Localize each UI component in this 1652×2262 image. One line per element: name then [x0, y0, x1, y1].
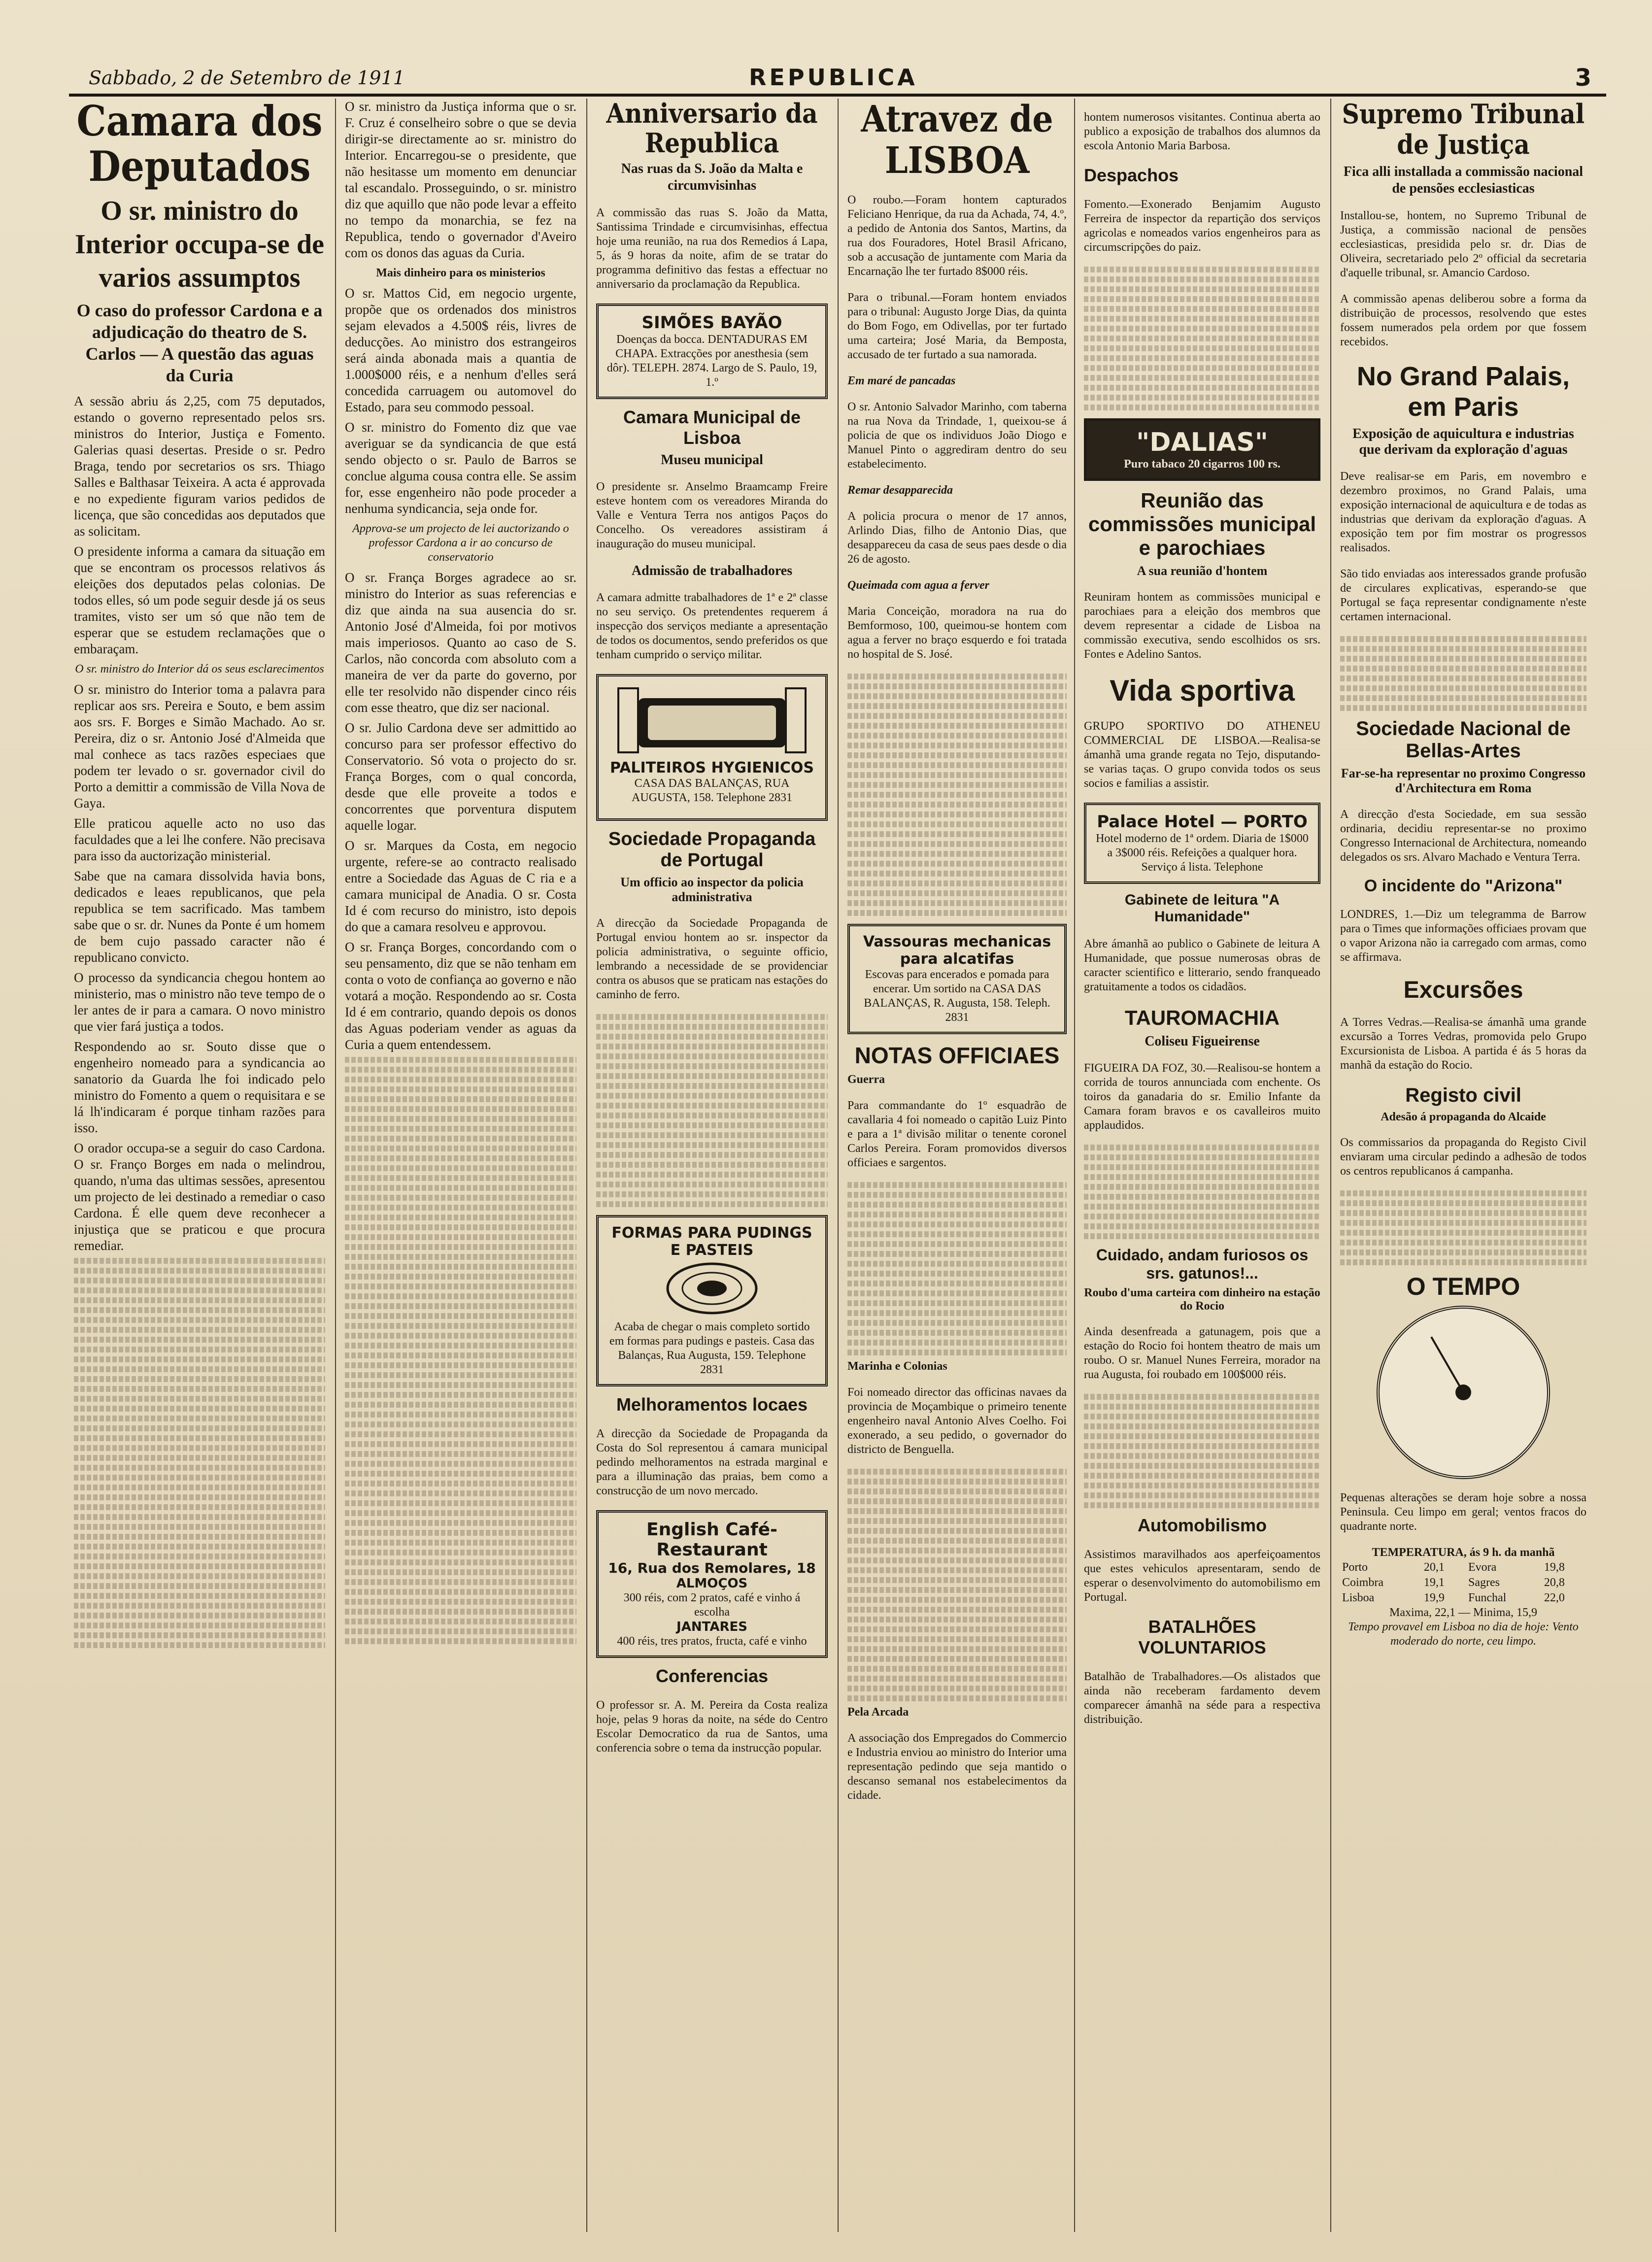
- article-subhead: Fica alli installada a commissão nacional de pensões ecclesiasticas: [1343, 164, 1584, 196]
- section-subtitle: Approva-se um projecto de lei auctorizando o professor Cardona a ir ao concurso de conservatorio: [352, 522, 569, 564]
- paragraph: O sr. ministro do Fomento diz que vae averiguar se da syndicancia de que está sendo objecto o sr. Paulo de Barros se conclue alguma cousa contra elle. Se assim for, esse engenheiro não pode proceder a nenhuma syndicancia, seja onde for.: [345, 420, 576, 516]
- paragraph: A direcção da Sociedade Propaganda de Portugal enviou hontem ao sr. inspector da policia administrativa, o seguinte officio, lembrando a necessidade de se providenciar contra os abusos que se praticam nas estações do caminho de ferro.: [596, 917, 828, 1001]
- barometer-dial: [1377, 1306, 1550, 1479]
- page-number: 3: [1575, 64, 1591, 92]
- paragraph: A commissão das ruas S. João da Matta, Santissima Trindade e circumvisinhas, effectua hoje uma reunião, na rua dos Remedios á Lapa, 5, ás 9 horas da noite, afim de se tratar do programma definitivo das festas a effectuar no anniversario da proclamação da Republica.: [596, 206, 828, 291]
- paragraph: O sr. França Borges, concordando com o seu pensamento, diz que se não tenham em conta o voto de confiança ao governo e não votará a moção. Respondendo ao sr. Costa Id é em contrario, quando depois os donos das Aguas poderiam vender as aguas da Curia a quem entendessem.: [345, 940, 576, 1052]
- paragraph: GRUPO SPORTIVO DO ATHENEU COMMERCIAL DE LISBOA.—Realisa-se ámanhã uma grande regata no Tejo, disputando-se varias taças. O grupo convida todos os seus socios e familias a assistir.: [1084, 720, 1320, 790]
- section-subtitle: O sr. ministro do Interior dá os seus esclarecimentos: [75, 663, 324, 675]
- table-cell: 20,8: [1544, 1576, 1565, 1589]
- issue-date: Sabbado, 2 de Setembro de 1911: [89, 67, 405, 89]
- column-4: [847, 99, 1067, 2247]
- paragraph: Reuniram hontem as commissões municipal e parochiaes para a eleição dos membros que devem representar a cidade de Lisboa na commissão executiva, sendo escolhidos os srs. Fontes e Adelino Santos.: [1084, 591, 1320, 661]
- paragraph: Respondendo ao sr. Souto disse que o engenheiro nomeado para a syndicancia ao sanatorio da Guarda lhe foi indicado pelo ministro do Fomento a quem o requisitara e se lá lh'indicaram é porque tinham razões para isso.: [74, 1039, 325, 1135]
- section-heading: Camara Municipal de Lisboa: [623, 407, 801, 448]
- advertisement: [596, 674, 828, 821]
- table-row: [1340, 1560, 1586, 1575]
- column-5: [1084, 99, 1320, 2247]
- ad-title: FORMAS PARA PUDINGS E PASTEIS: [611, 1224, 812, 1259]
- ad-body: Acaba de chegar o mais completo sortido em formas para pudings e pasteis. Casa das Balanças, Rua Augusta, 159. Telephone 2831: [609, 1320, 814, 1376]
- ad-body: Doenças da bocca. DENTADURAS EM CHAPA. Extracções por anesthesia (sem dôr). TELEPH. 2874. Largo de S. Paulo, 19, 1.º: [607, 333, 817, 389]
- section-heading: Conferencias: [655, 1666, 769, 1686]
- section-heading: Reunião das commissões municipal e parochiaes: [1088, 489, 1316, 559]
- baking-mould-illustration: [663, 1259, 761, 1318]
- section-heading: Melhoramentos locaes: [616, 1394, 808, 1415]
- paragraph: O presidente sr. Anselmo Braamcamp Freire esteve hontem com os vereadores Miranda do Valle e Ventura Terra nos antigos Paços do Concelho. Os vereadores assistiram á inauguração do museu municipal.: [596, 480, 828, 550]
- section-subheading: Coliseu Figueirense: [1145, 1034, 1260, 1049]
- item-title: Em maré de pancadas: [847, 374, 956, 387]
- body-text-filler: [74, 1258, 325, 1648]
- article-deck: O caso do professor Cardona e a adjudicação do theatro de S. Carlos — A questão das aguas da Curia: [76, 301, 323, 385]
- max-min-temperature: Maxima, 22,1 — Minima, 15,9: [1389, 1606, 1537, 1619]
- body-text-filler: [1084, 267, 1320, 410]
- article-subhead: O sr. ministro do Interior occupa-se de varios assumptos: [75, 196, 324, 293]
- table-cell: 22,0: [1544, 1591, 1565, 1604]
- article-headline: Atravez de LISBOA: [861, 99, 1053, 182]
- forecast: Tempo provavel em Lisboa no dia de hoje: Vento moderado do norte, ceu limpo.: [1348, 1621, 1579, 1648]
- section-heading: Excursões: [1403, 977, 1523, 1003]
- body-text-filler: [1340, 1190, 1586, 1265]
- table-cell: Evora: [1468, 1561, 1497, 1574]
- paragraph: Para commandante do 1º esquadrão de cavallaria 4 foi nomeado o capitão Luiz Pinto e para a 1ª divisão militar o tenente coronel Carlos Pereira. Foram promovidos diversos officiaes e sargentos.: [847, 1099, 1067, 1169]
- paragraph: O processo da syndicancia chegou hontem ao ministerio, mas o ministro não teve tempo de o ler antes de ir para a camara. O novo ministro que vier fará justiça a todos.: [74, 970, 325, 1034]
- body-text-filler: [847, 1469, 1067, 1701]
- paragraph: Pequenas alterações se deram hoje sobre a nossa Peninsula. Ceu limpo em geral; ventos fracos do quadrante norte.: [1340, 1491, 1586, 1533]
- section-subheading: Um officio ao inspector da policia administrativa: [620, 875, 804, 904]
- paragraph: Fomento.—Exonerado Benjamim Augusto Ferreira de inspector da repartição dos serviços agricolas e nomeados varios engenheiros para as circumscripções do paiz.: [1084, 198, 1320, 254]
- ad-title: Vassouras mechanicas para alcatifas: [863, 933, 1051, 968]
- paragraph: O sr. Julio Cardona deve ser admittido ao concurso para ser professor effectivo do Conservatorio. Só vota o projecto do sr. França Borges, com o qual concorda, desde que elle proveite a todos e concorrentes que porventura disputem aquelle logar.: [345, 720, 576, 833]
- toothpick-holder-illustration: [608, 683, 815, 757]
- section-heading: No Grand Palais, em Paris: [1356, 362, 1570, 422]
- paragraph: Os commissarios da propaganda do Registo Civil enviaram uma circular pedindo a adhesão de todos os centros republicanos á campanha.: [1340, 1136, 1586, 1178]
- section-subheading: Adesão á propaganda do Alcaide: [1381, 1111, 1546, 1123]
- section-heading: O TEMPO: [1406, 1273, 1520, 1300]
- section-heading: Automobilismo: [1138, 1515, 1267, 1535]
- temperature-table: [1340, 1560, 1586, 1606]
- table-cell: 19,1: [1423, 1576, 1445, 1589]
- table-cell: Sagres: [1468, 1576, 1500, 1589]
- table-cell: Coimbra: [1342, 1576, 1383, 1589]
- paragraph: O sr. ministro da Justiça informa que o sr. F. Cruz é conselheiro sobre o que se devia dirigir-se directamente ao sr. ministro do Interior. Encarregou-se o presidente, que não hesitasse um momento em denunciar tal escandalo. Prosseguindo, o sr. ministro diz que aquillo que não pode levar a effeito no tempo da monarchia, se fez na Republica, tendo o governador d'Aveiro com os donos das aguas da Curia.: [345, 99, 576, 260]
- table-row: [1340, 1590, 1586, 1606]
- section-heading: Vida sportiva: [1110, 674, 1295, 707]
- paragraph: hontem numerosos visitantes. Continua aberta ao publico a exposição de trabalhos dos alumnos da escola Antonio Maria Barbosa.: [1084, 111, 1320, 152]
- ad-lunch-price: 300 réis, com 2 pratos, café e vinho á escolha: [623, 1591, 801, 1619]
- article-headline: Camara dos Deputados: [76, 99, 323, 191]
- ad-body: Puro tabaco 20 cigarros 100 rs.: [1124, 458, 1281, 471]
- item-title: Queimada com agua a ferver: [847, 579, 989, 592]
- section-subheading: Guerra: [847, 1073, 885, 1086]
- column-6: [1340, 99, 1586, 2247]
- advertisement: [596, 1215, 828, 1386]
- ad-dinner: JANTARES: [676, 1620, 747, 1634]
- section-heading: Registo civil: [1405, 1084, 1521, 1106]
- ad-title: "DALIAS": [1136, 428, 1268, 457]
- paragraph: O sr. Antonio Salvador Marinho, com taberna na rua Nova da Trindade, 1, queixou-se á policia de que os individuos João Diogo e Manuel Pinto o aggrediram dentro do seu estabelecimento.: [847, 401, 1067, 471]
- ad-address: 16, Rua dos Remolares, 18: [608, 1560, 816, 1576]
- section-subheading: Admissão de trabalhadores: [631, 563, 793, 578]
- advertisement: [596, 304, 828, 399]
- column-rule: [1074, 99, 1075, 2232]
- table-cell: Lisboa: [1342, 1591, 1375, 1604]
- ad-title: SIMÕES BAYÃO: [641, 313, 782, 333]
- paragraph: O presidente informa a camara da situação em que se encontram os processos relativos ás eleições dos deputados pelas colonias. De todos elles, só um pode seguir desde já os seus tramites, visto ser um só que não tem de esperar que se estudem reclamações que o embaraçam.: [74, 544, 325, 656]
- item-title: Remar desapparecida: [847, 484, 953, 497]
- body-text-filler: [847, 674, 1067, 916]
- section-heading: O incidente do "Arizona": [1364, 877, 1563, 895]
- article-headline: Supremo Tribunal de Justiça: [1342, 99, 1585, 160]
- paragraph: O sr. Mattos Cid, em negocio urgente, propõe que os ordenados dos ministros sejam elevados a 4.500$ réis, livres de deducções. Ao ministro dos estrangeiros será ainda abonada mais a quantia de 1.000$000 réis, e a nenhum d'elles será concedida carruagem ou automovel do Estado, para seu commodo pessoal.: [345, 286, 576, 414]
- ad-dinner-price: 400 réis, tres pratos, fructa, café e vinho: [617, 1635, 807, 1648]
- paragraph: A Torres Vedras.—Realisa-se ámanhã uma grande excursão a Torres Vedras, promovida pelo Grupo Excursionista de Lisboa. A partida é ás 5 horas da manhã da estação do Rocio.: [1340, 1016, 1586, 1072]
- section-heading: Despachos: [1084, 165, 1179, 185]
- paragraph: Installou-se, hontem, no Supremo Tribunal de Justiça, a commissão nacional de pensões ecclesiasticas, presidida pelo sr. dr. Dias de Oliveira, secretariado pelo 2º official da secretaria d'aquelle tribunal, sr. Amancio Cardoso.: [1340, 209, 1586, 279]
- table-cell: Funchal: [1468, 1591, 1507, 1604]
- body-text-filler: [596, 1014, 828, 1207]
- table-cell: 19,8: [1544, 1561, 1565, 1574]
- table-cell: 20,1: [1423, 1561, 1445, 1574]
- body-text-filler: [345, 1057, 576, 1644]
- paragraph: Abre ámanhã ao publico o Gabinete de leitura A Humanidade, que possue numerosas obras de caracter scientifico e litterario, sendo franqueado gratuitamente a todos os cidadãos.: [1084, 938, 1320, 993]
- barometer-hub: [1455, 1384, 1471, 1400]
- section-subheading: Roubo d'uma carteira com dinheiro na estação do Rocio: [1084, 1286, 1320, 1313]
- paragraph: A policia procura o menor de 17 annos, Arlindo Dias, filho de Antonio Dias, que desappareceu da casa de seus paes desde o dia 26 de agosto.: [847, 510, 1067, 566]
- ad-title: English Café-Restaurant: [646, 1519, 777, 1560]
- section-subtitle: Mais dinheiro para os ministerios: [376, 267, 545, 279]
- advertisement: [596, 1510, 828, 1658]
- ad-title: Palace Hotel — PORTO: [1097, 812, 1308, 832]
- column-1: [74, 99, 325, 2247]
- paragraph: A camara admitte trabalhadores de 1ª e 2ª classe no seu serviço. Os pretendentes requerem á inspecção dos serviços mediante a apresentação de todos os documentos, sendo preferidos os que tenham cumprido o serviço militar.: [596, 591, 828, 661]
- advertisement: [1084, 418, 1320, 481]
- newspaper-title: REPUBLICA: [749, 64, 918, 91]
- paragraph: A direcção d'esta Sociedade, em sua sessão ordinaria, decidiu representar-se no proximo Congresso Internacional de Architectura, nomeando delegados os srs. Alvaro Machado e Ventura Terra.: [1340, 808, 1586, 864]
- paragraph: São tido enviadas aos interessados grande profusão de circulares explicativas, esperando-se que Portugal se faça representar condignamente n'este certamen internacional.: [1340, 568, 1586, 623]
- ad-lunch: ALMOÇOS: [676, 1576, 748, 1591]
- paragraph: O sr. ministro do Interior toma a palavra para replicar aos srs. Pereira e Souto, e bem assim aos srs. F. Borges e Simão Machado. Ao sr. Pereira, diz o sr. Antonio José d'Almeida que mal conhece as tacs razões especiaes que podem ter levado o sr. governador civil do Porto a demittir a commissão de Villa Nova de Gaya.: [74, 682, 325, 810]
- paragraph: A sessão abriu ás 2,25, com 75 deputados, estando o governo representado pelos srs. ministros do Interior, Justiça e Fomento. Galerias quasi desertas. Preside o sr. Pedro Braga, tendo por secretarios os srs. Thiago Salles e Balthasar Teixeira. A acta é approvada e no expediente figuram varios pedidos de licença, que são concedidas aos deputados que as solicitam.: [74, 394, 325, 539]
- article-headline: Anniversario da Republica: [606, 99, 818, 159]
- paragraph: O sr. França Borges agradece ao sr. ministro do Interior as suas referencias e diz que ainda na sua ausencia do sr. Antonio José d'Almeida, foi por motivos mais imperiosos. Quanto ao caso de S. Carlos, não concorda com absoluto com a maneira de ver da parte do governo, por elle ter resolvido não dispender cinco réis com esse theatro, que diz ser nacional.: [345, 570, 576, 715]
- section-heading: Sociedade Propaganda de Portugal: [608, 829, 816, 871]
- paragraph: A direcção da Sociedade de Propaganda da Costa do Sol representou á camara municipal pedindo melhoramentos na estrada marginal e para a illuminação das praias, bem como a construcção de um novo mercado.: [596, 1427, 828, 1497]
- ad-body: CASA DAS BALANÇAS, RUA AUGUSTA, 158. Telephone 2831: [632, 777, 792, 804]
- paragraph: Elle praticou aquelle acto no uso das faculdades que a lei lhe confere. Não precisava para isso da auctorização ministerial.: [74, 816, 325, 863]
- body-text-filler: [1340, 636, 1586, 711]
- column-rule: [586, 99, 587, 2232]
- paragraph: A associação dos Empregados do Commercio e Industria enviou ao ministro do Interior uma representação pedindo que seja mantido o descanso semanal nos estabelecimentos da cidade.: [847, 1732, 1067, 1802]
- paragraph: Deve realisar-se em Paris, em novembro e dezembro proximos, no Grand Palais, uma exposição internacional de aquicultura e de todas as industrias que derivam da exploração d'aguas. A exposição tem por fim mostrar os progressos realisados.: [1340, 470, 1586, 554]
- column-rule: [1330, 99, 1331, 2232]
- paragraph: Para o tribunal.—Foram hontem enviados para o tribunal: Augusto Jorge Dias, da quinta do Bom Fogo, em Odivellas, por ter furtado uma carteira; José Maria, da Bemposta, accusado de ter furtado a sua namorada.: [847, 291, 1067, 361]
- column-rule: [838, 99, 839, 2232]
- table-cell: Porto: [1342, 1561, 1368, 1574]
- paragraph: Ainda desenfreada a gatunagem, pois que a estação do Rocio foi hontem theatro de mais um roubo. O sr. Manuel Nunes Ferreira, morador na rua Augusta, foi roubado em 100$000 réis.: [1084, 1325, 1320, 1381]
- section-subheading: Pela Arcada: [847, 1706, 909, 1719]
- section-subheading: Far-se-ha representar no proximo Congresso d'Architectura em Roma: [1341, 766, 1586, 795]
- section-subheading: Marinha e Colonias: [847, 1360, 947, 1373]
- paragraph: Foi nomeado director das officinas navaes da provincia de Moçambique o primeiro tenente engenheiro naval Antonio Alves Coelho. Foi exonerado, a seu pedido, o governador do districto de Benguella.: [847, 1386, 1067, 1456]
- column-3: [596, 99, 828, 2247]
- masthead: [69, 64, 1606, 97]
- body-text-filler: [847, 1182, 1067, 1355]
- paragraph: O orador occupa-se a seguir do caso Cardona. O sr. Franço Borges em nada o melindrou, quando, n'uma das ultimas sessões, apresentou um projecto de lei destinado a remediar o caso Cardona. É elle quem deve reconhecer a injustiça que se praticou e que procura remediar.: [74, 1141, 325, 1253]
- section-subheading: A sua reunião d'hontem: [1137, 564, 1268, 578]
- section-heading: BATALHÕES VOLUNTARIOS: [1138, 1617, 1266, 1657]
- paragraph: A commissão apenas deliberou sobre a forma da distribuição de processos, resolvendo que estes fossem numerados pela ordem por que fossem recebidos.: [1340, 293, 1586, 348]
- section-heading: Cuidado, andam furiosos os srs. gatunos!...: [1096, 1246, 1309, 1282]
- section-heading: NOTAS OFFICIAES: [854, 1043, 1060, 1068]
- table-row: [1340, 1575, 1586, 1590]
- ad-title: PALITEIROS HYGIENICOS: [609, 759, 814, 777]
- ad-body: Escovas para encerados e pomada para encerar. Um sortido na CASA DAS BALANÇAS, R. Augusta, 158. Teleph. 2831: [864, 968, 1050, 1024]
- column-rule: [335, 99, 336, 2232]
- paragraph: Batalhão de Trabalhadores.—Os alistados que ainda não receberam fardamento devem comparecer ámanhã na séde para a respectiva distribuição.: [1084, 1670, 1320, 1726]
- paragraph: O roubo.—Foram hontem capturados Feliciano Henrique, da rua da Achada, 74, 4.º, a pedido de Antonia dos Santos, Martins, da rua dos Fouradores, Hotel Brasil Africano, sob a accusação de juntamente com Maria da Encarnação lhe ter furtado 8$000 réis.: [847, 194, 1067, 278]
- paragraph: Maria Conceição, moradora na rua do Bemformoso, 100, queimou-se hontem com agua a ferver no braço esquerdo e foi tratada no hospital de S. José.: [847, 605, 1067, 661]
- advertisement: [847, 924, 1067, 1034]
- temperature-title: TEMPERATURA, ás 9 h. da manhã: [1372, 1546, 1555, 1559]
- section-subheading: Exposição de aquicultura e industrias que derivam da exploração d'aguas: [1352, 426, 1574, 457]
- paragraph: O professor sr. A. M. Pereira da Costa realiza hoje, pelas 9 horas da noite, na séde do Centro Escolar Democratico da rua de Santos, uma conferencia sobre o tema da instrucção popular.: [596, 1699, 828, 1755]
- body-text-filler: [1084, 1145, 1320, 1239]
- paragraph: Sabe que na camara dissolvida havia bons, dedicados e leaes republicanos, que pela republica se tem sacrificado. Mas tambem sabe que o sr. dr. Nunes da Ponte é um homem de bem cujo passado caracter não é republicano convicto.: [74, 869, 325, 965]
- paragraph: LONDRES, 1.—Diz um telegramma de Barrow para o Times que informações officiaes provam que o vapor Arizona não ia carregado com armas, como se affirmava.: [1340, 908, 1586, 964]
- paragraph: Assistimos maravilhados aos aperfeiçoamentos que estes vehiculos apresentaram, sendo de esperar o desenvolvimento do automobilismo em Portugal.: [1084, 1548, 1320, 1604]
- paragraph: FIGUEIRA DA FOZ, 30.—Realisou-se hontem a corrida de touros annunciada com enchente. Os toiros da ganadaria do sr. Emilio Infante da Camara foram bravos e os cavalleiros muito applaudidos.: [1084, 1062, 1320, 1132]
- table-cell: 19,9: [1423, 1591, 1445, 1604]
- section-heading: Sociedade Nacional de Bellas-Artes: [1356, 718, 1571, 762]
- barometer-needle: [1430, 1336, 1464, 1393]
- section-subheading: Museu municipal: [661, 452, 763, 468]
- ad-body: Hotel moderno de 1ª ordem. Diaria de 1$000 a 3$000 réis. Refeições a qualquer hora. Serviço á lista. Telephone: [1096, 832, 1309, 874]
- section-heading: TAUROMACHIA: [1124, 1006, 1280, 1029]
- paragraph: O sr. Marques da Costa, em negocio urgente, refere-se ao contracto realisado entre a Sociedade das Aguas de C ria e a camara municipal de Anadia. O sr. Costa Id é com recurso do ministro, isto depois do que a camara resolveu e approvou.: [345, 838, 576, 934]
- body-text-filler: [1084, 1394, 1320, 1508]
- article-subhead: Nas ruas da S. João da Malta e circumvisinhas: [621, 161, 803, 193]
- advertisement: [1084, 803, 1320, 884]
- section-heading: Gabinete de leitura "A Humanidade": [1124, 892, 1280, 925]
- column-2: [345, 99, 576, 2247]
